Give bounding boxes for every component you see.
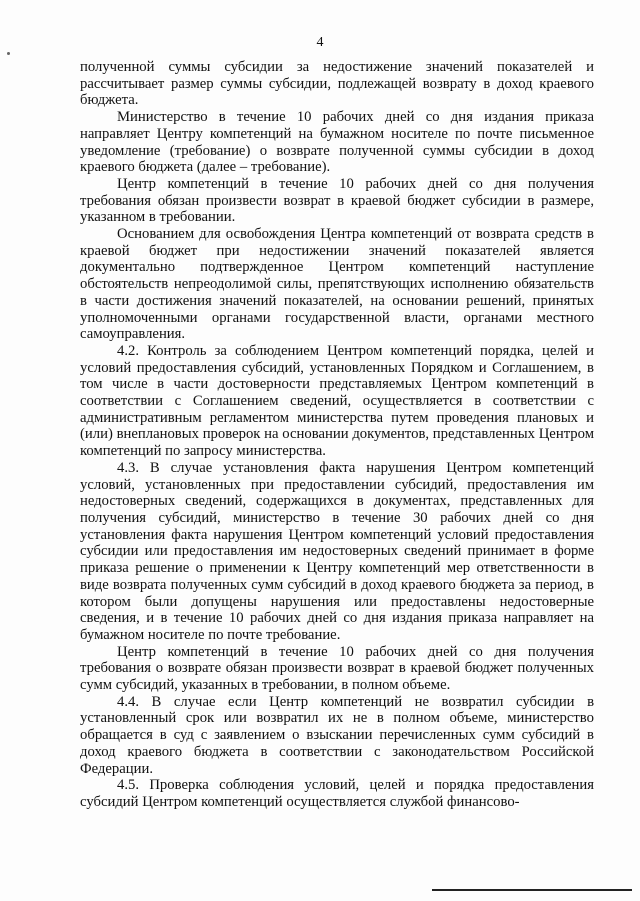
bottom-rule: [432, 889, 632, 891]
paragraph-force-majeure: Основанием для освобождения Центра компетенций от возврата средств в краевой бюджет при недостижении значений показателей является документально подтвержденное Центром компетенций наступление обстоятельств непреодолимой силы, препятствующих исполнению обязательств в части достижения значений показателей, на основании решений, принятых уполномоченными органами государственной власти, органами местного самоуправления.: [80, 226, 594, 343]
page-number: 4: [316, 35, 324, 50]
scan-speck: [7, 52, 10, 55]
paragraph-refund-after-demand: Центр компетенций в течение 10 рабочих дней со дня получения требования о возврате обязан произвести возврат в краевой бюджет полученных сумм субсидий, указанных в требовании, в полном объеме.: [80, 643, 594, 694]
paragraph-continuation: полученной суммы субсидии за недостижение значений показателей и рассчитывает размер суммы субсидии, подлежащей возврату в доход краевого бюджета.: [80, 59, 594, 109]
paragraph-section-4-2: 4.2. Контроль за соблюдением Центром компетенций порядка, целей и условий предоставления субсидий, установленных Порядком и Соглашением, в том числе в части достоверности представляемых Центром компетенций в соответствии с Соглашением сведений, осуществляется в соответствии с административным регламентом министерства путем проведения плановых и (или) внеплановых проверок на основании документов, представленных Центром компетенций по запросу министерства.: [80, 342, 594, 460]
paragraph-section-4-3: 4.3. В случае установления факта нарушения Центром компетенций условий, установленных при предоставлении субсидий, предоставления им недостоверных сведений, содержащихся в документах, представленных для получения субсидий, министерство в течение 30 рабочих дней со дня установления факта нарушения Центром компетенций условий предоставления субсидии или предоставления им недостоверных сведений принимает в форме приказа решение о применении к Центру компетенций мер ответственности в виде возврата полученных сумм субсидий в доход краевого бюджета за период, в котором были допущены нарушения или предоставлены недостоверные сведения, и в течение 10 рабочих дней со дня издания приказа направляет на бумажном носителе по почте требование.: [80, 459, 594, 643]
paragraph-notification: Министерство в течение 10 рабочих дней со дня издания приказа направляет Центру компетенций на бумажном носителе по почте письменное уведомление (требование) о возврате полученной суммы субсидии в доход краевого бюджета (далее – требование).: [80, 109, 594, 176]
paragraph-section-4-5: 4.5. Проверка соблюдения условий, целей и порядка предоставления субсидий Центром компетенций осуществляется службой финансово-: [80, 777, 594, 810]
paragraph-refund-obligation: Центр компетенций в течение 10 рабочих дней со дня получения требования обязан произвести возврат в краевой бюджет субсидии в размере, указанном в требовании.: [80, 175, 594, 226]
document-body: [80, 59, 594, 811]
paragraph-section-4-4: 4.4. В случае если Центр компетенций не возвратил субсидии в установленный срок или возвратил их не в полном объеме, министерство обращается в суд с заявлением о взыскании перечисленных сумм субсидий в доход краевого бюджета в соответствии с законодательством Российской Федерации.: [80, 693, 594, 777]
